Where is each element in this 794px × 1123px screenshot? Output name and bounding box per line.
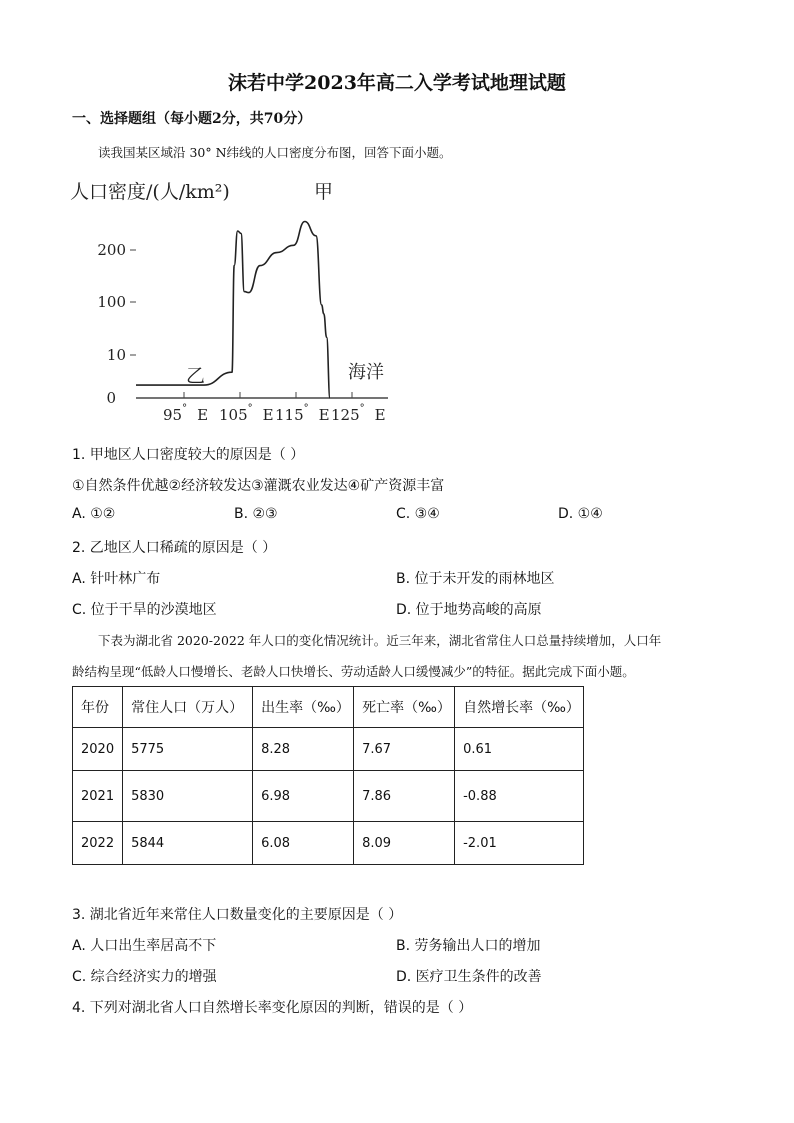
intro-text-1: 读我国某区域沿 30° N纬线的人口密度分布图，回答下面小题。: [98, 145, 452, 160]
q2-option-c[interactable]: C. 位于干旱的沙漠地区: [72, 602, 217, 618]
table-row: [73, 822, 584, 865]
q2-option-d[interactable]: D. 位于地势高峻的高原: [396, 602, 542, 618]
table-header-row: [73, 687, 584, 728]
cell-population: 5844: [123, 822, 253, 865]
q3-option-c[interactable]: C. 综合经济实力的增强: [72, 969, 217, 985]
x-tick-label: 115° E: [275, 403, 330, 424]
y-axis-label: 人口密度/(人/km²): [70, 181, 230, 203]
cell-birth-rate: 6.08: [253, 822, 354, 865]
cell-growth-rate: 0.61: [455, 728, 584, 771]
cell-death-rate: 7.86: [354, 771, 455, 822]
question-3-stem: 3. 湖北省近年来常住人口数量变化的主要原因是（ ）: [72, 907, 403, 923]
page-title: 沫若中学2023年高二入学考试地理试题: [228, 72, 566, 94]
intro-text-2-line-2: 龄结构呈现“低龄人口慢增长、老龄人口快增长、劳动适龄人口缓慢减少”的特征。据此完成下面小题。: [72, 664, 635, 679]
x-tick-label: 95° E: [163, 403, 209, 424]
q3-option-d[interactable]: D. 医疗卫生条件的改善: [396, 969, 542, 985]
cell-year: 2022: [73, 822, 123, 865]
q1-option-a[interactable]: A. ①②: [72, 506, 116, 522]
cell-death-rate: 8.09: [354, 822, 455, 865]
section-heading: 一、选择题组（每小题2分，共70分）: [72, 111, 312, 127]
q3-option-b[interactable]: B. 劳务输出人口的增加: [396, 938, 541, 954]
population-table: [72, 686, 584, 865]
header-birth-rate: 出生率（‰）: [253, 687, 354, 728]
y-tick-label: 0: [106, 389, 116, 407]
y-tick-label: 10: [106, 346, 126, 364]
q1-option-d[interactable]: D. ①④: [558, 506, 603, 522]
q2-option-b[interactable]: B. 位于未开发的雨林地区: [396, 571, 555, 587]
annotation-yi: 乙: [186, 365, 206, 387]
x-tick-label: 125° E: [331, 403, 386, 424]
question-1-statements: ①自然条件优越②经济较发达③灌溉农业发达④矿产资源丰富: [72, 478, 445, 494]
q2-option-a[interactable]: A. 针叶林广布: [72, 571, 161, 587]
cell-growth-rate: -0.88: [455, 771, 584, 822]
cell-death-rate: 7.67: [354, 728, 455, 771]
y-tick-label: 200: [97, 241, 126, 259]
cell-birth-rate: 8.28: [253, 728, 354, 771]
annotation-ocean: 海洋: [348, 362, 384, 383]
table-row: [73, 771, 584, 822]
cell-growth-rate: -2.01: [455, 822, 584, 865]
annotation-jia: 甲: [314, 181, 334, 203]
cell-birth-rate: 6.98: [253, 771, 354, 822]
question-1-stem: 1. 甲地区人口密度较大的原因是（ ）: [72, 447, 305, 463]
cell-population: 5830: [123, 771, 253, 822]
cell-year: 2020: [73, 728, 123, 771]
intro-text-2-line-1: 下表为湖北省 2020-2022 年人口的变化情况统计。近三年来，湖北省常住人口总量持续增加，人口年: [98, 633, 662, 648]
q1-option-c[interactable]: C. ③④: [396, 506, 440, 522]
header-growth-rate: 自然增长率（‰）: [455, 687, 584, 728]
x-tick-label: 105° E: [219, 403, 274, 424]
q1-option-b[interactable]: B. ②③: [234, 506, 278, 522]
table-row: [73, 728, 584, 771]
question-2-stem: 2. 乙地区人口稀疏的原因是（ ）: [72, 540, 277, 556]
header-population: 常住人口（万人）: [123, 687, 253, 728]
density-profile-line: [136, 222, 330, 399]
question-4-stem: 4. 下列对湖北省人口自然增长率变化原因的判断，错误的是（ ）: [72, 1000, 473, 1016]
y-tick-label: 100: [97, 293, 126, 311]
header-year: 年份: [73, 687, 123, 728]
q3-option-a[interactable]: A. 人口出生率居高不下: [72, 938, 217, 954]
cell-year: 2021: [73, 771, 123, 822]
cell-population: 5775: [123, 728, 253, 771]
population-density-chart: [60, 172, 420, 430]
header-death-rate: 死亡率（‰）: [354, 687, 455, 728]
